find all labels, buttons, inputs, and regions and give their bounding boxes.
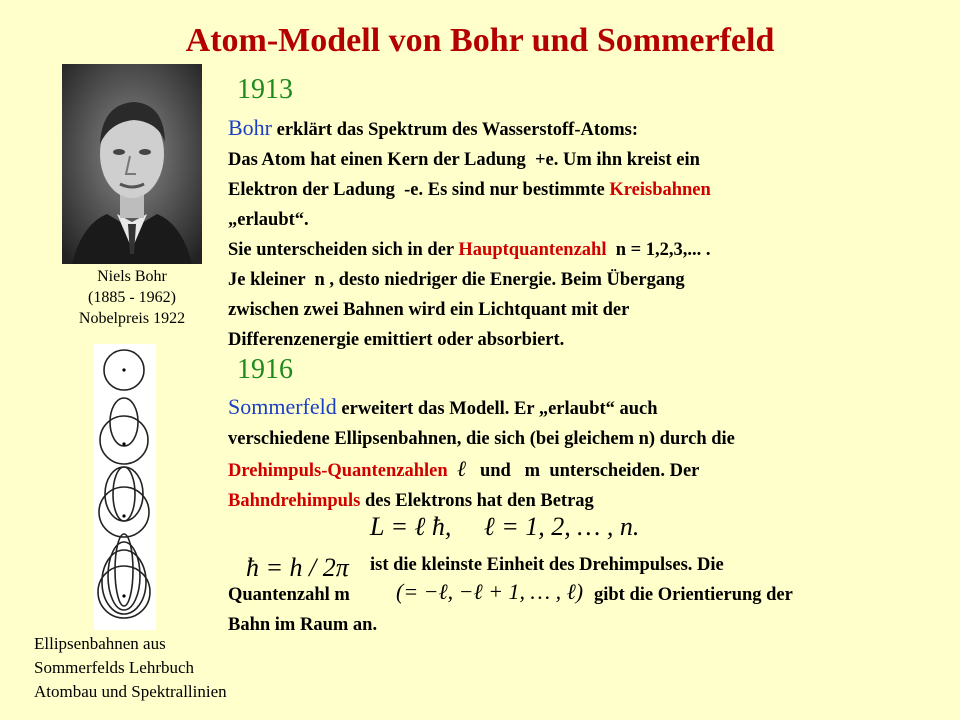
line-1913-3: Elektron der Ladung -e. Es sind nur bestimmte	[228, 180, 610, 200]
year-1913: 1913	[237, 74, 293, 105]
keyword-hauptquantenzahl: Hauptquantenzahl	[458, 240, 607, 260]
orbits-caption-line1: Ellipsenbahnen aus	[34, 634, 166, 653]
line-1913-2: Das Atom hat einen Kern der Ladung +e. Um ihn kreist ein	[228, 150, 700, 170]
orbits-caption	[34, 632, 304, 704]
caption-prize: Nobelpreis 1922	[78, 310, 186, 327]
line-1916-2: verschiedene Ellipsenbahnen, die sich (bei gleichem n) durch die	[228, 429, 735, 449]
line-1916-6a: Quantenzahl m	[228, 585, 350, 605]
angular-momentum-formula: L = ℓ ħ, ℓ = 1, 2, … , n.	[370, 512, 640, 541]
line-1916-4b: des Elektrons hat den Betrag	[360, 491, 594, 511]
bohr-portrait	[62, 64, 202, 264]
orbits-caption-line2: Sommerfelds Lehrbuch	[34, 658, 195, 677]
portrait-caption	[40, 266, 224, 329]
keyword-drehimpuls-quantenzahlen: Drehimpuls-Quantenzahlen	[228, 461, 448, 481]
line-1916-6b: gibt die Orientierung der	[594, 585, 793, 605]
keyword-bahndrehimpuls: Bahndrehimpuls	[228, 491, 361, 511]
keyword-kreisbahnen: Kreisbahnen	[609, 180, 711, 200]
line-1913-5: Sie unterscheiden sich in der	[228, 240, 459, 260]
orbits-caption-line3: Atombau und Spektrallinien	[34, 682, 227, 701]
line-1913-1: erklärt das Spektrum des Wasserstoff-Atoms:	[276, 120, 639, 140]
line-1913-7: zwischen zwei Bahnen wird ein Lichtquant mit der	[228, 300, 630, 320]
m-range-formula: (= −ℓ, −ℓ + 1, … , ℓ)	[396, 579, 584, 604]
ell-symbol: ℓ	[456, 456, 467, 481]
page-title: Atom-Modell von Bohr und Sommerfeld	[185, 22, 775, 59]
caption-name: Niels Bohr	[97, 268, 167, 285]
line-1913-4: „erlaubt“.	[228, 210, 309, 230]
line-1916-1: erweitert das Modell. Er „erlaubt“ auch	[341, 399, 658, 419]
line-1916-3b: und m unterscheiden. Der	[479, 461, 700, 481]
sommerfeld-name: Sommerfeld	[228, 394, 337, 419]
line-1913-6: Je kleiner n , desto niedriger die Energie. Beim Übergang	[228, 270, 685, 290]
line-1916-7: Bahn im Raum an.	[228, 615, 378, 635]
section-1916-text	[228, 392, 938, 516]
caption-years: (1885 - 1962)	[88, 289, 176, 306]
year-1916: 1916	[237, 354, 293, 385]
section-1913-text	[228, 113, 928, 355]
line-1916-5: ist die kleinste Einheit des Drehimpulses. Die	[370, 555, 724, 575]
hbar-formula: ħ = h / 2π	[246, 553, 349, 582]
line-1913-8: Differenzenergie emittiert oder absorbiert.	[228, 330, 565, 350]
line-1913-5b: n = 1,2,3,... .	[606, 240, 711, 260]
ellipse-orbits-figure	[94, 344, 156, 630]
bohr-name: Bohr	[228, 115, 272, 140]
